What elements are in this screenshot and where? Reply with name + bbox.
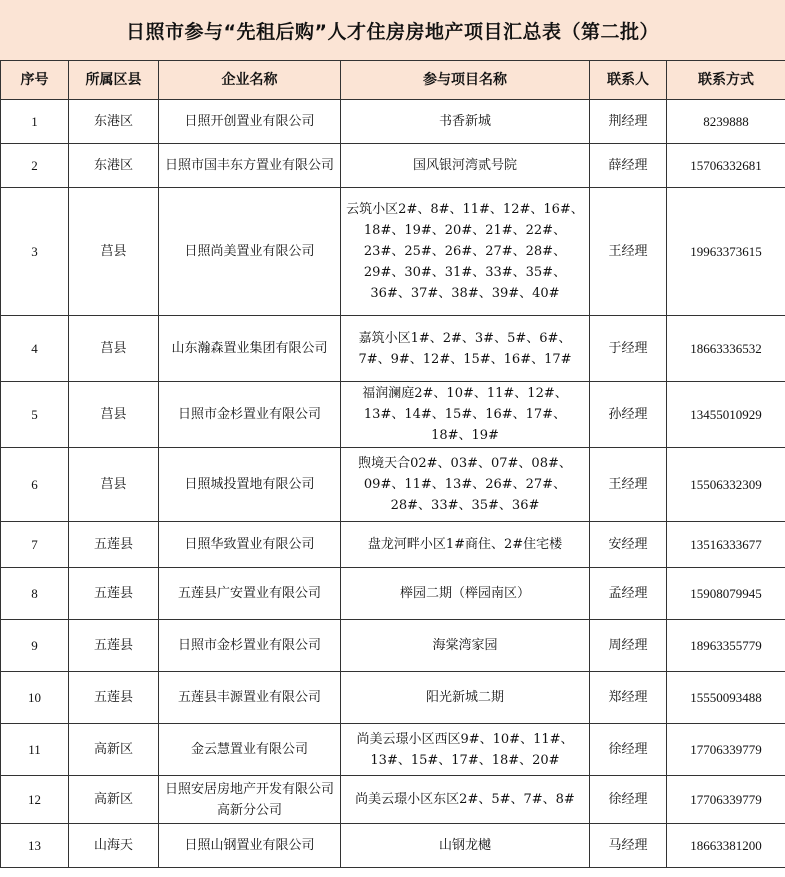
table-row <box>1 672 785 724</box>
row-district: 莒县 <box>69 188 159 316</box>
row-no: 11 <box>1 724 69 776</box>
table-row <box>1 316 785 382</box>
row-company: 日照安居房地产开发有限公司高新分公司 <box>159 776 341 824</box>
header-district: 所属区县 <box>69 61 159 100</box>
row-company: 日照市金杉置业有限公司 <box>159 382 341 448</box>
row-project: 嘉筑小区1#、2#、3#、5#、6#、7#、9#、12#、15#、16#、17# <box>341 316 590 382</box>
row-project: 书香新城 <box>341 100 590 144</box>
row-contact: 郑经理 <box>590 672 667 724</box>
row-project: 煦境天合02#、03#、07#、08#、09#、11#、13#、26#、27#、28#、33#、35#、36# <box>341 448 590 522</box>
row-project: 榉园二期（榉园南区） <box>341 568 590 620</box>
row-company: 山东瀚森置业集团有限公司 <box>159 316 341 382</box>
row-district: 东港区 <box>69 144 159 188</box>
table-row <box>1 776 785 824</box>
row-project: 尚美云璟小区西区9#、10#、11#、13#、15#、17#、18#、20# <box>341 724 590 776</box>
row-no: 7 <box>1 522 69 568</box>
row-district: 高新区 <box>69 776 159 824</box>
table-row <box>1 188 785 316</box>
row-project: 福润澜庭2#、10#、11#、12#、13#、14#、15#、16#、17#、18#、19# <box>341 382 590 448</box>
row-phone: 15506332309 <box>667 448 785 522</box>
row-contact: 安经理 <box>590 522 667 568</box>
header-contact: 联系人 <box>590 61 667 100</box>
row-phone: 18663336532 <box>667 316 785 382</box>
summary-table <box>0 60 785 868</box>
row-phone: 17706339779 <box>667 776 785 824</box>
row-project: 国风银河湾贰号院 <box>341 144 590 188</box>
row-company: 日照山钢置业有限公司 <box>159 824 341 868</box>
row-no: 13 <box>1 824 69 868</box>
row-project: 尚美云璟小区东区2#、5#、7#、8# <box>341 776 590 824</box>
row-contact: 马经理 <box>590 824 667 868</box>
table-row <box>1 620 785 672</box>
header-phone: 联系方式 <box>667 61 785 100</box>
title-bar <box>0 0 785 61</box>
header-row <box>1 61 785 100</box>
row-phone: 17706339779 <box>667 724 785 776</box>
row-phone: 18663381200 <box>667 824 785 868</box>
row-contact: 孟经理 <box>590 568 667 620</box>
row-phone: 15706332681 <box>667 144 785 188</box>
row-no: 10 <box>1 672 69 724</box>
row-district: 五莲县 <box>69 568 159 620</box>
row-no: 12 <box>1 776 69 824</box>
page-title: 日照市参与“先租后购”人才住房房地产项目汇总表（第二批） <box>126 20 659 43</box>
row-project: 盘龙河畔小区1#商住、2#住宅楼 <box>341 522 590 568</box>
row-district: 莒县 <box>69 448 159 522</box>
row-phone: 8239888 <box>667 100 785 144</box>
table-row <box>1 522 785 568</box>
row-company: 日照城投置地有限公司 <box>159 448 341 522</box>
row-no: 6 <box>1 448 69 522</box>
header-project: 参与项目名称 <box>341 61 590 100</box>
row-company: 日照尚美置业有限公司 <box>159 188 341 316</box>
row-phone: 19963373615 <box>667 188 785 316</box>
row-contact: 王经理 <box>590 188 667 316</box>
row-company: 五莲县丰源置业有限公司 <box>159 672 341 724</box>
row-no: 1 <box>1 100 69 144</box>
row-district: 五莲县 <box>69 620 159 672</box>
row-company: 日照市金杉置业有限公司 <box>159 620 341 672</box>
table-row <box>1 100 785 144</box>
row-district: 莒县 <box>69 382 159 448</box>
row-company: 日照开创置业有限公司 <box>159 100 341 144</box>
row-company: 金云慧置业有限公司 <box>159 724 341 776</box>
row-company: 日照华致置业有限公司 <box>159 522 341 568</box>
table-row <box>1 144 785 188</box>
row-no: 4 <box>1 316 69 382</box>
row-no: 8 <box>1 568 69 620</box>
header-no: 序号 <box>1 61 69 100</box>
row-district: 东港区 <box>69 100 159 144</box>
table-row <box>1 824 785 868</box>
row-project: 阳光新城二期 <box>341 672 590 724</box>
row-contact: 薛经理 <box>590 144 667 188</box>
table-row <box>1 568 785 620</box>
row-phone: 15550093488 <box>667 672 785 724</box>
row-contact: 周经理 <box>590 620 667 672</box>
row-no: 9 <box>1 620 69 672</box>
row-project: 山钢龙樾 <box>341 824 590 868</box>
row-contact: 徐经理 <box>590 776 667 824</box>
row-project: 云筑小区2#、8#、11#、12#、16#、18#、19#、20#、21#、22#、23#、25#、26#、27#、28#、29#、30#、31#、33#、35#、36#、37#、38#、39#、40# <box>341 188 590 316</box>
row-company: 日照市国丰东方置业有限公司 <box>159 144 341 188</box>
row-phone: 13455010929 <box>667 382 785 448</box>
table-row <box>1 724 785 776</box>
row-contact: 孙经理 <box>590 382 667 448</box>
row-no: 5 <box>1 382 69 448</box>
row-contact: 王经理 <box>590 448 667 522</box>
row-phone: 18963355779 <box>667 620 785 672</box>
row-district: 五莲县 <box>69 672 159 724</box>
row-no: 3 <box>1 188 69 316</box>
row-district: 五莲县 <box>69 522 159 568</box>
row-contact: 荆经理 <box>590 100 667 144</box>
row-phone: 13516333677 <box>667 522 785 568</box>
table-row <box>1 448 785 522</box>
row-contact: 于经理 <box>590 316 667 382</box>
header-company: 企业名称 <box>159 61 341 100</box>
row-district: 山海天 <box>69 824 159 868</box>
row-company: 五莲县广安置业有限公司 <box>159 568 341 620</box>
row-phone: 15908079945 <box>667 568 785 620</box>
table-row <box>1 382 785 448</box>
row-project: 海棠湾家园 <box>341 620 590 672</box>
row-district: 莒县 <box>69 316 159 382</box>
row-no: 2 <box>1 144 69 188</box>
row-district: 高新区 <box>69 724 159 776</box>
row-contact: 徐经理 <box>590 724 667 776</box>
